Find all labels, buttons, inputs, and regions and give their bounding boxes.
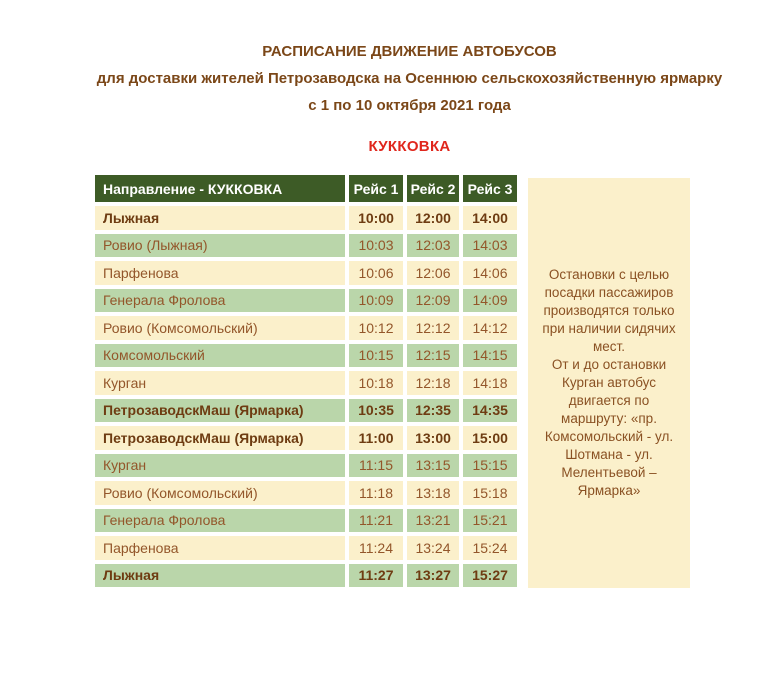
stop-name-cell: Генерала Фролова: [95, 289, 345, 313]
trip-time-cell: 15:18: [463, 481, 517, 505]
schedule-table: [95, 175, 517, 587]
title-block: [28, 38, 763, 160]
trip-time-cell: 12:09: [407, 289, 459, 313]
note-box: [528, 178, 690, 588]
trip-time-cell: 11:24: [349, 536, 403, 560]
trip-time-cell: 14:12: [463, 316, 517, 340]
trip-time-cell: 14:35: [463, 399, 517, 423]
stop-name-cell: Парфенова: [95, 261, 345, 285]
trip-time-cell: 12:35: [407, 399, 459, 423]
trip-time-cell: 12:00: [407, 206, 459, 230]
note-paragraph-route: От и до остановки Курган автобус двигается по маршруту: «пр. Комсомольский - ул. Шотмана - ул. Мелентьевой – Ярмарка»: [544, 357, 674, 498]
trip-time-cell: 13:18: [407, 481, 459, 505]
trip-time-cell: 14:18: [463, 371, 517, 395]
district-title: КУККОВКА: [368, 138, 451, 155]
trip-time-cell: 10:09: [349, 289, 403, 313]
page-title: РАСПИСАНИЕ ДВИЖЕНИЕ АВТОБУСОВ: [262, 43, 557, 60]
note-paragraph-seating: Остановки с целью посадки пассажиров производятся только при наличии сидячих мест.: [542, 267, 676, 354]
trip-time-cell: 11:18: [349, 481, 403, 505]
stop-name-cell: ПетрозаводскМаш (Ярмарка): [95, 426, 345, 450]
stop-name-cell: Ровио (Лыжная): [95, 234, 345, 258]
trip-time-cell: 11:21: [349, 509, 403, 533]
stop-name-cell: Курган: [95, 371, 345, 395]
trip-time-cell: 10:12: [349, 316, 403, 340]
trip-time-cell: 10:03: [349, 234, 403, 258]
trip-time-cell: 11:15: [349, 454, 403, 478]
trip-time-cell: 14:03: [463, 234, 517, 258]
stop-name-cell: Парфенова: [95, 536, 345, 560]
trip-time-cell: 10:00: [349, 206, 403, 230]
direction-header-cell: Направление - КУККОВКА: [95, 175, 345, 202]
stop-name-cell: Ровио (Комсомольский): [95, 481, 345, 505]
trip-header-cell: Рейс 1: [349, 175, 403, 202]
stop-name-cell: Ровио (Комсомольский): [95, 316, 345, 340]
stop-name-cell: Комсомольский: [95, 344, 345, 368]
trip-time-cell: 12:06: [407, 261, 459, 285]
trip-time-cell: 14:09: [463, 289, 517, 313]
trip-time-cell: 12:12: [407, 316, 459, 340]
page-subtitle: для доставки жителей Петрозаводска на Осеннюю сельскохозяйственную ярмарку: [96, 70, 723, 87]
trip-time-cell: 13:15: [407, 454, 459, 478]
trip-header-cell: Рейс 2: [407, 175, 459, 202]
trip-time-cell: 12:03: [407, 234, 459, 258]
trip-time-cell: 13:27: [407, 564, 459, 588]
trip-time-cell: 13:00: [407, 426, 459, 450]
trip-header-cell: Рейс 3: [463, 175, 517, 202]
trip-time-cell: 14:00: [463, 206, 517, 230]
date-range: с 1 по 10 октября 2021 года: [308, 97, 511, 114]
trip-time-cell: 13:21: [407, 509, 459, 533]
trip-time-cell: 15:15: [463, 454, 517, 478]
trip-time-cell: 15:00: [463, 426, 517, 450]
stop-name-cell: Генерала Фролова: [95, 509, 345, 533]
trip-time-cell: 11:27: [349, 564, 403, 588]
trip-time-cell: 15:21: [463, 509, 517, 533]
stop-name-cell: Лыжная: [95, 564, 345, 588]
trip-time-cell: 14:06: [463, 261, 517, 285]
trip-time-cell: 11:00: [349, 426, 403, 450]
stop-name-cell: ПетрозаводскМаш (Ярмарка): [95, 399, 345, 423]
trip-time-cell: 10:35: [349, 399, 403, 423]
stop-name-cell: Курган: [95, 454, 345, 478]
trip-time-cell: 15:27: [463, 564, 517, 588]
trip-time-cell: 12:15: [407, 344, 459, 368]
trip-time-cell: 10:18: [349, 371, 403, 395]
trip-time-cell: 10:06: [349, 261, 403, 285]
trip-time-cell: 13:24: [407, 536, 459, 560]
trip-time-cell: 14:15: [463, 344, 517, 368]
trip-time-cell: 12:18: [407, 371, 459, 395]
trip-time-cell: 15:24: [463, 536, 517, 560]
trip-time-cell: 10:15: [349, 344, 403, 368]
stop-name-cell: Лыжная: [95, 206, 345, 230]
